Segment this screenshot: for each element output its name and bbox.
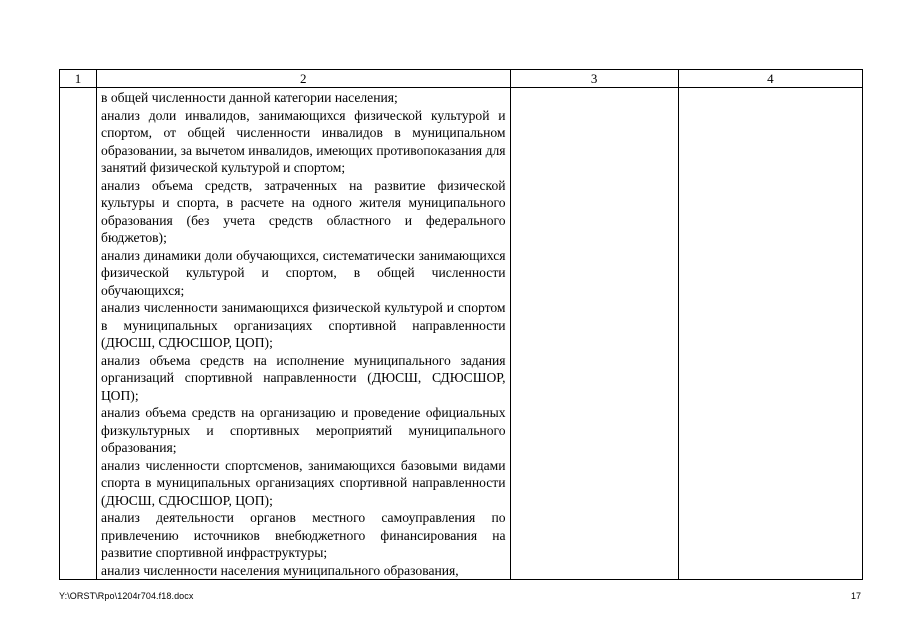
footer-page-number: 17 xyxy=(850,591,861,601)
column-header-4: 4 xyxy=(678,70,862,88)
paragraph-3: анализ объема средств, затраченных на развитие физической культуры и спорта, в расчете на одного жителя муниципального образования (без учета средств областного и федерального бюджетов); xyxy=(101,177,506,245)
paragraph-7: анализ объема средств на организацию и проведение официальных физкультурных и спортивных мероприятий муниципального образования; xyxy=(101,405,506,455)
paragraph-4: анализ динамики доли обучающихся, систематически занимающихся физической культурой и спортом, в общей численности обучающихся; xyxy=(101,247,506,298)
column-header-1: 1 xyxy=(60,70,97,88)
cell-col-3 xyxy=(510,88,678,580)
paragraph-2: анализ доли инвалидов, занимающихся физической культурой и спортом, от общей численности инвалидов в муниципальном образовании, за вычетом инвалидов, имеющих противопоказания для занятий физической культурой и спортом; xyxy=(101,107,506,175)
column-header-2: 2 xyxy=(97,70,511,88)
cell-col-1 xyxy=(60,88,97,580)
paragraph-6: анализ объема средств на исполнение муниципального задания организаций спортивной направленности (ДЮСШ, СДЮСШОР, ЦОП); xyxy=(101,352,506,403)
paragraph-5: анализ численности занимающихся физической культурой и спортом в муниципальных организациях спортивной направленности (ДЮСШ, СДЮСШОР, ЦОП); xyxy=(101,300,506,350)
paragraph-10: анализ численности населения муниципального образования, xyxy=(101,562,459,578)
table-row xyxy=(60,88,863,580)
table-header-row xyxy=(60,70,863,88)
cell-col-2-text xyxy=(97,88,511,580)
content-table xyxy=(59,69,863,580)
paragraph-8: анализ численности спортсменов, занимающихся базовыми видами спорта в муниципальных организациях спортивной направленности (ДЮСШ, СДЮСШОР, ЦОП); xyxy=(101,457,506,508)
footer-file-path: Y:\ORST\Rpo\1204r704.f18.docx xyxy=(59,591,194,601)
cell-col-4 xyxy=(678,88,862,580)
paragraph-1: в общей численности данной категории населения; xyxy=(101,90,398,105)
paragraph-9: анализ деятельности органов местного самоуправления по привлечению источников внебюджетного финансирования на развитие спортивной инфраструктуры; xyxy=(101,510,506,560)
column-header-3: 3 xyxy=(510,70,678,88)
